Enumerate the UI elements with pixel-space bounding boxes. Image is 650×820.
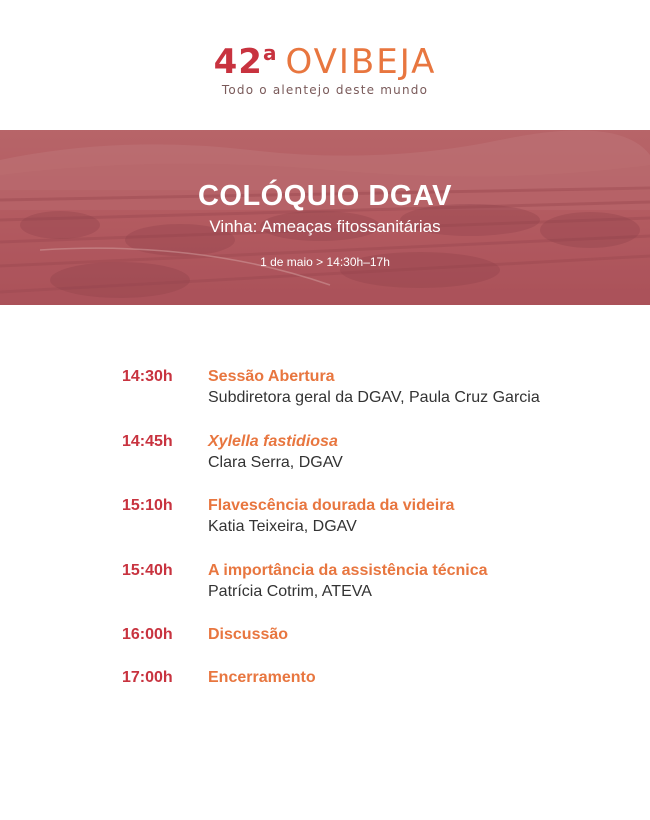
program-speaker: Katia Teixeira, DGAV: [208, 518, 357, 535]
program-time: 14:30h: [122, 368, 173, 385]
program-time: 15:40h: [122, 561, 173, 579]
program-topic: Flavescência dourada da videira: [208, 497, 455, 514]
program-item: [122, 625, 602, 668]
program-speaker: Subdiretora geral da DGAV, Paula Cruz Garcia: [208, 389, 540, 406]
logo-tagline: Todo o alentejo deste mundo: [221, 83, 429, 97]
banner-date: 1 de maio > 14:30h–17h: [260, 255, 390, 269]
program-time: 14:45h: [122, 432, 173, 450]
program-time: 16:00h: [122, 626, 173, 643]
program-topic: A importância da assistência técnica: [208, 561, 488, 579]
program-item: [122, 561, 602, 626]
banner-subtitle: Vinha: Ameaças fitossanitárias: [209, 217, 441, 236]
ovibeja-logo: [0, 34, 650, 97]
logo-word: OVIBEJA: [285, 42, 437, 82]
program-time: 17:00h: [122, 669, 173, 686]
program-topic: Sessão Abertura: [208, 368, 335, 385]
logo-superscript: a: [262, 41, 278, 65]
program-item: [122, 496, 602, 561]
program-topic: Encerramento: [208, 669, 316, 686]
program-item: [122, 432, 602, 497]
logo-number: 42: [213, 42, 263, 82]
program-schedule: [122, 367, 602, 711]
program-speaker: Clara Serra, DGAV: [208, 453, 343, 471]
program-item: [122, 668, 602, 711]
logo-mark: [0, 34, 650, 81]
vineyard-banner: [0, 130, 650, 305]
program-time: 15:10h: [122, 497, 173, 514]
program-topic: Xylella fastidiosa: [208, 432, 338, 450]
program-topic: Discussão: [208, 626, 289, 643]
program-item: [122, 367, 602, 432]
header: [0, 0, 650, 130]
program-speaker: Patrícia Cotrim, ATEVA: [208, 582, 372, 600]
banner-title: COLÓQUIO DGAV: [197, 180, 453, 212]
